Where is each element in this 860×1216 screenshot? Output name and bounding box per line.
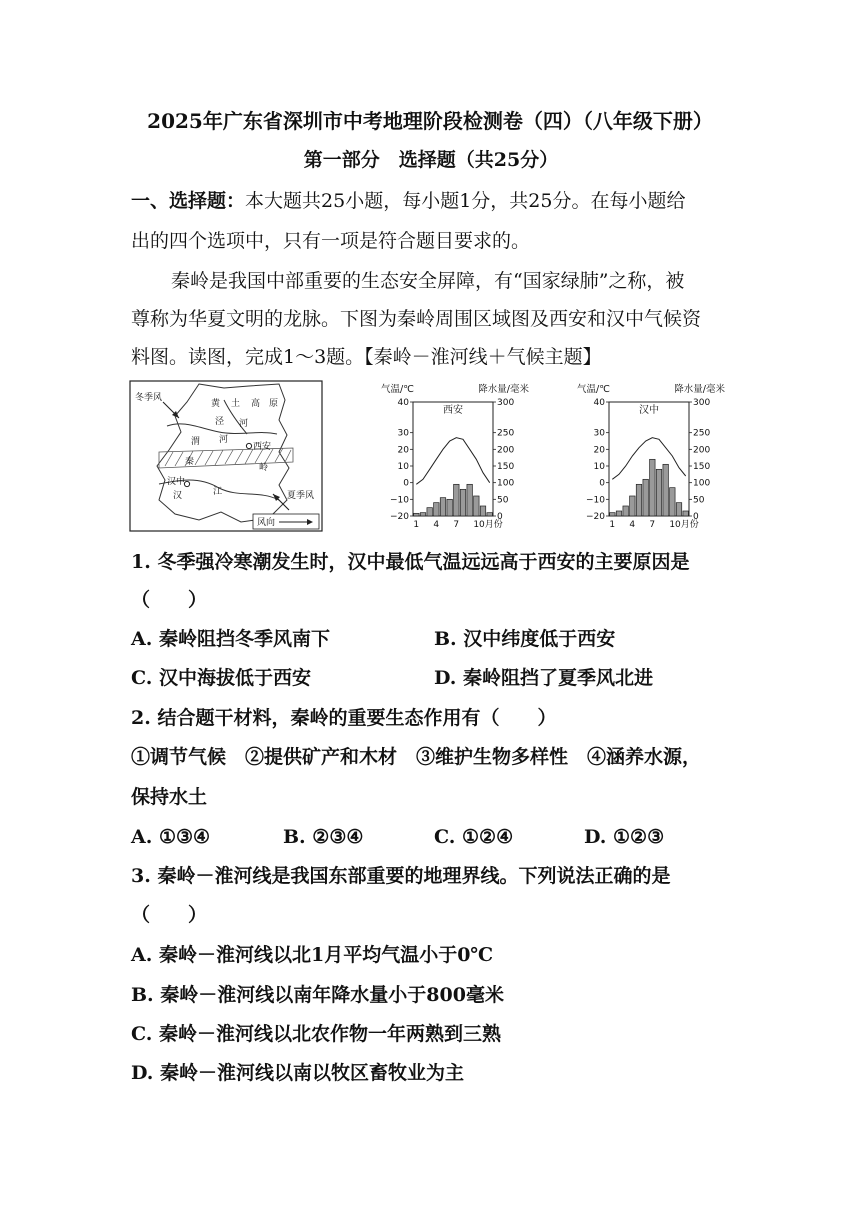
he-label: 河 [239,419,249,429]
precip-bar-6 [447,499,452,516]
precip-tick-label: 150 [497,462,515,472]
q2-option-a[interactable]: A. ①③④ [131,826,211,848]
precip-bar-3 [623,506,628,516]
page-title: 2025年广东省深圳市中考地理阶段检测卷（四）（八年级下册） [147,109,713,133]
wei-label: 渭 [191,437,201,447]
q1-option-a[interactable]: A. 秦岭阻挡冬季风南下 [131,628,330,650]
x-tick-label: 4 [433,520,440,530]
chart-title: 西安 [443,405,463,416]
loess-label-3: 高 [251,399,261,409]
temp-tick-label: 30 [593,428,605,439]
precip-tick-label: 250 [497,428,515,439]
temp-tick-label: −10 [390,495,409,506]
temp-tick-label: 0 [403,478,409,489]
winter-wind-label: 冬季风 [135,393,163,403]
temp-tick-label: 40 [397,398,409,408]
precip-bar-7 [650,459,655,516]
ling-label: 岭 [259,463,269,473]
x-tick-label: 7 [453,520,460,530]
precip-bar-1 [610,513,615,516]
temp-tick-label: 10 [593,462,605,472]
plot-frame [609,402,689,516]
precip-bar-9 [663,464,668,516]
loess-label-2: 土 [231,399,241,409]
precip-bar-9 [467,484,472,516]
q3-option-c[interactable]: C. 秦岭－淮河线以北农作物一年两熟到三熟 [131,1023,502,1045]
q3-option-b[interactable]: B. 秦岭－淮河线以南年降水量小于800毫米 [131,984,504,1006]
q3-stem: 3. 秦岭－淮河线是我国东部重要的地理界线。下列说法正确的是 [131,865,671,887]
section-instruction-line2: 出的四个选项中，只有一项是符合题目要求的。 [131,230,531,252]
temp-tick-label: 10 [397,462,409,472]
precip-tick-label: 300 [497,398,515,408]
jing-label: 泾 [215,417,225,427]
intro-line3: 料图。读图，完成1～3题。【秦岭－淮河线＋气候主题】 [131,346,602,368]
climate-chart-xian [379,380,529,536]
q2-items-line2: 保持水土 [131,786,208,808]
precip-bar-1 [414,513,419,516]
precip-bar-11 [676,503,681,516]
precip-bar-8 [656,469,661,516]
precip-bar-10 [670,488,675,516]
temp-tick-label: 20 [397,445,409,456]
precip-tick-label: 250 [693,428,711,439]
precip-tick-label: 100 [693,478,711,489]
precip-tick-label: 50 [693,495,705,506]
section-instruction-line1 [131,186,731,216]
precip-bar-2 [616,511,621,516]
loess-label-4: 原 [269,399,279,409]
precip-tick-label: 50 [497,495,509,506]
temperature-line [612,438,685,480]
q1-option-d[interactable]: D. 秦岭阻挡了夏季风北进 [434,667,654,689]
section-label: 一、选择题： [131,190,246,212]
q1-option-b[interactable]: B. 汉中纬度低于西安 [434,628,616,650]
plot-frame [413,402,493,516]
loess-label-1: 黄 [211,399,221,409]
temp-axis-label: 气温/℃ [381,384,414,395]
summer-wind-label: 夏季风 [287,491,315,501]
x-tick-label: 7 [649,520,656,530]
temp-tick-label: 20 [593,445,605,456]
precip-bar-11 [480,506,485,516]
wind-direction-label: 风向 [257,518,276,528]
region-map [129,380,323,532]
x-tick-label: 10月份 [473,520,503,530]
x-tick-label: 10月份 [669,520,699,530]
q1-option-c[interactable]: C. 汉中海拔低于西安 [131,667,312,689]
hanzhong-marker [184,481,189,486]
he2-label: 河 [219,435,229,445]
chart-title: 汉中 [639,405,659,416]
q3-option-d[interactable]: D. 秦岭－淮河线以南以牧区畜牧业为主 [131,1062,465,1084]
temp-axis-label: 气温/℃ [577,384,610,395]
xian-marker [246,443,251,448]
q3-option-a[interactable]: A. 秦岭－淮河线以北1月平均气温小于0℃ [131,944,494,966]
q1-paren: （ ） [131,589,208,611]
temp-tick-label: −10 [586,495,605,506]
x-tick-label: 1 [609,520,616,530]
q2-stem: 2. 结合题干材料，秦岭的重要生态作用有（ ） [131,707,557,729]
temp-tick-label: 0 [599,478,605,489]
precip-bar-8 [460,489,465,516]
precip-axis-label: 降水量/毫米 [674,384,725,395]
xian-label: 西安 [253,442,272,452]
precip-tick-label: 100 [497,478,515,489]
q2-option-b[interactable]: B. ②③④ [283,826,364,848]
temp-tick-label: 30 [397,428,409,439]
q2-option-d[interactable]: D. ①②③ [584,826,665,848]
temp-tick-label: 40 [593,398,605,408]
precip-bar-5 [636,484,641,516]
precip-tick-label: 150 [693,462,711,472]
jiang-label: 江 [213,487,223,497]
figure [129,380,725,536]
temp-tick-label: −20 [390,512,409,522]
intro-line2: 尊称为华夏文明的龙脉。下图为秦岭周围区域图及西安和汉中气候资 [131,308,702,330]
q3-paren: （ ） [131,904,208,926]
precip-bar-6 [643,479,648,516]
climate-chart-hanzhong [575,380,725,536]
precip-bar-5 [440,498,445,516]
x-tick-label: 1 [413,520,420,530]
q1-stem: 1. 冬季强冷寒潮发生时，汉中最低气温远远高于西安的主要原因是 [131,551,690,573]
part-heading: 第一部分 选择题（共25分） [303,149,559,171]
precip-tick-label: 0 [693,512,699,522]
precip-bar-7 [454,484,459,516]
precip-tick-label: 300 [693,398,711,408]
precip-bar-10 [474,496,479,516]
qin-label: 秦 [185,457,195,467]
temperature-line [416,438,489,485]
section-text: 本大题共25小题，每小题1分，共25分。在每小题给 [245,190,686,212]
precip-bar-12 [683,511,688,516]
precip-bar-3 [427,508,432,516]
precip-bar-4 [434,503,439,516]
temp-tick-label: −20 [586,512,605,522]
precip-tick-label: 0 [497,512,503,522]
precip-bar-4 [630,496,635,516]
q2-option-c[interactable]: C. ①②④ [434,826,514,848]
intro-line1: 秦岭是我国中部重要的生态安全屏障，有“国家绿肺”之称，被 [171,270,685,292]
precip-bar-2 [420,513,425,516]
precip-tick-label: 200 [693,445,711,456]
x-tick-label: 4 [629,520,636,530]
precip-bar-12 [487,513,492,516]
hanzhong-label: 汉中 [167,477,186,487]
han-label: 汉 [173,491,183,501]
precip-axis-label: 降水量/毫米 [478,384,529,395]
precip-tick-label: 200 [497,445,515,456]
q2-items-line1: ①调节气候 ②提供矿产和木材 ③维护生物多样性 ④涵养水源， [131,746,702,768]
